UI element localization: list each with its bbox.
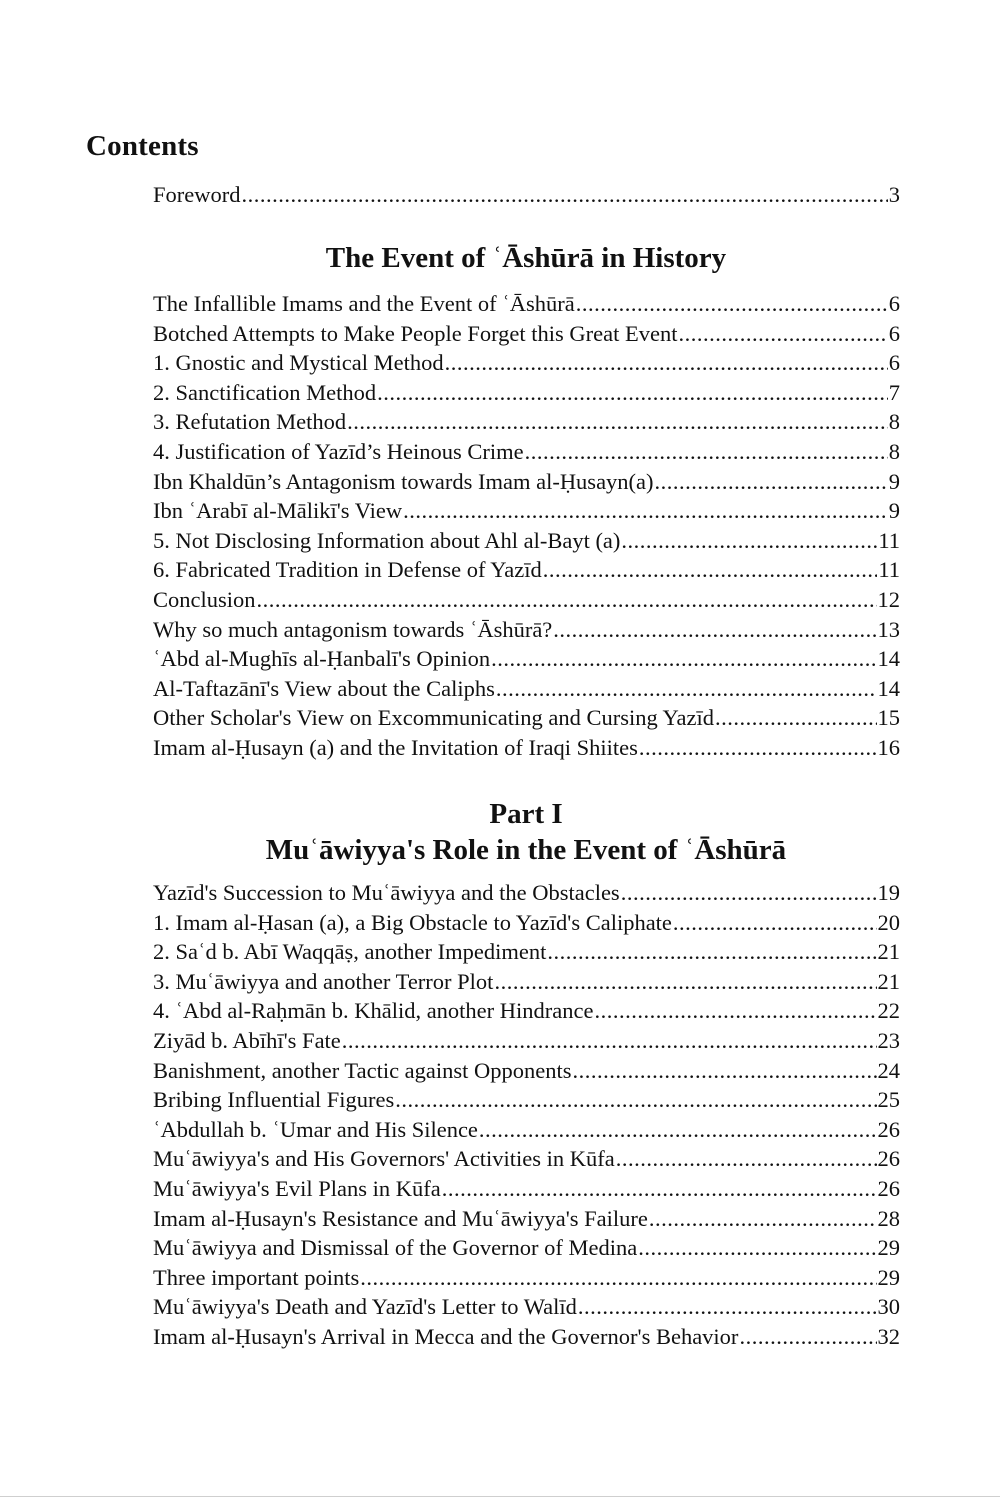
toc-entry[interactable] — [153, 1115, 900, 1145]
toc-entry[interactable] — [153, 615, 900, 645]
toc-entry-title: ʿAbd al-Mughīs al-Ḥanbalī's Opinion — [153, 646, 491, 672]
toc-entry[interactable] — [153, 1056, 900, 1086]
dot-leader — [479, 1115, 877, 1145]
toc-entry-page: 32 — [877, 1323, 900, 1349]
toc-entry-page: 21 — [877, 939, 900, 965]
toc-entry-title: Ziyād b. Abīhī's Fate — [153, 1027, 341, 1053]
dot-leader — [442, 1174, 877, 1204]
toc-entry-page: 6 — [888, 320, 900, 346]
dot-leader — [360, 1263, 876, 1293]
dot-leader — [638, 1233, 876, 1263]
toc-entry-page: 21 — [877, 968, 900, 994]
toc-entry[interactable] — [153, 1144, 900, 1174]
toc-entry-page: 11 — [878, 527, 900, 553]
toc-entry-page: 14 — [877, 675, 900, 701]
toc-entry-title: The Infallible Imams and the Event of ʿĀshūrā — [153, 291, 575, 316]
dot-leader — [395, 1085, 876, 1115]
dot-leader — [403, 496, 888, 526]
dot-leader — [342, 1026, 877, 1056]
dot-leader — [679, 319, 888, 349]
toc-entry[interactable] — [153, 1322, 900, 1352]
contents-title: Contents — [86, 130, 199, 162]
toc-entry[interactable] — [153, 407, 900, 437]
toc-entry-title: 5. Not Disclosing Information about Ahl al-Bayt (a) — [153, 527, 621, 553]
dot-leader — [649, 1204, 877, 1234]
toc-entry-page: 11 — [878, 557, 900, 583]
toc-entry-page: 3 — [888, 182, 900, 207]
toc-entry-title: Other Scholar's View on Excommunicating and Cursing Yazīd — [153, 705, 714, 731]
page-edge-line — [0, 1496, 1000, 1497]
toc-entry-title: Ibn Khaldūn’s Antagonism towards Imam al-Ḥusayn(a) — [153, 468, 654, 494]
toc-entry[interactable] — [153, 319, 900, 349]
toc-entry-title: Botched Attempts to Make People Forget this Great Event — [153, 320, 678, 346]
toc-entry-page: 6 — [888, 350, 900, 376]
toc-entry[interactable] — [153, 1174, 900, 1204]
toc-entry-page: 19 — [877, 880, 900, 905]
toc-entry-page: 15 — [877, 705, 900, 731]
toc-entry[interactable] — [153, 467, 900, 497]
toc-entry-page: 22 — [877, 998, 900, 1024]
toc-entry-page: 28 — [877, 1205, 900, 1231]
toc-entry-title: Why so much antagonism towards ʿĀshūrā? — [153, 616, 553, 642]
toc-entry-title: 1. Gnostic and Mystical Method — [153, 350, 444, 376]
toc-entry-title: Banishment, another Tactic against Opponents — [153, 1057, 572, 1083]
toc-entry[interactable] — [153, 289, 900, 319]
dot-leader — [257, 585, 877, 615]
dot-leader — [525, 437, 888, 467]
dot-leader — [494, 967, 876, 997]
toc-entry-title: 3. Muʿāwiyya and another Terror Plot — [153, 968, 494, 994]
toc-entry[interactable] — [153, 585, 900, 615]
toc-entry-title: 4. Justification of Yazīd’s Heinous Crime — [153, 438, 524, 464]
toc-entry[interactable] — [153, 674, 900, 704]
toc-entry-title: 1. Imam al-Ḥasan (a), a Big Obstacle to Yazīd's Caliphate — [153, 909, 672, 935]
toc-entry[interactable] — [153, 1026, 900, 1056]
toc-entry[interactable] — [153, 1292, 900, 1322]
toc-entry[interactable] — [153, 437, 900, 467]
toc-entry-title: Imam al-Ḥusayn's Arrival in Mecca and the Governor's Behavior — [153, 1323, 739, 1349]
toc-part-1 — [153, 878, 900, 1352]
toc-entry-page: 23 — [877, 1027, 900, 1053]
dot-leader — [673, 908, 877, 938]
dot-leader — [543, 555, 878, 585]
toc-entry-title: 4. ʿAbd al-Raḥmān b. Khālid, another Hindrance — [153, 998, 594, 1024]
dot-leader — [547, 937, 876, 967]
toc-entry-title: Three important points — [153, 1264, 360, 1290]
toc-entry-title: 3. Refutation Method — [153, 409, 347, 435]
toc-entry[interactable] — [153, 996, 900, 1026]
toc-foreword — [153, 180, 900, 210]
toc-entry-page: 8 — [888, 438, 900, 464]
toc-entry[interactable] — [153, 1085, 900, 1115]
toc-entry[interactable] — [153, 555, 900, 585]
toc-entry[interactable] — [153, 496, 900, 526]
toc-entry-page: 20 — [877, 909, 900, 935]
toc-entry-page: 16 — [877, 734, 900, 760]
toc-entry[interactable] — [153, 937, 900, 967]
dot-leader — [616, 1144, 877, 1174]
toc-entry-title: Ibn ʿArabī al-Mālikī's View — [153, 498, 403, 524]
toc-entry[interactable] — [153, 908, 900, 938]
toc-entry-title: 6. Fabricated Tradition in Defense of Yazīd — [153, 557, 542, 583]
toc-entry-page: 12 — [877, 586, 900, 612]
toc-entry-title: Muʿāwiyya's and His Governors' Activities in Kūfa — [153, 1146, 615, 1172]
toc-entry-page: 13 — [877, 616, 900, 642]
toc-entry-title: Bribing Influential Figures — [153, 1087, 395, 1113]
dot-leader — [639, 733, 877, 763]
dot-leader — [573, 1056, 877, 1086]
dot-leader — [491, 644, 876, 674]
toc-entry-title: Muʿāwiyya's Death and Yazīd's Letter to Walīd — [153, 1294, 577, 1320]
toc-entry-page: 8 — [888, 409, 900, 435]
toc-entry[interactable] — [153, 1204, 900, 1234]
toc-entry[interactable] — [153, 733, 900, 763]
toc-entry[interactable] — [153, 348, 900, 378]
part-label: Part I — [489, 798, 563, 830]
toc-entry-page: 25 — [877, 1087, 900, 1113]
dot-leader — [445, 348, 888, 378]
dot-leader — [553, 615, 876, 645]
toc-entry-title: 2. Sanctification Method — [153, 379, 377, 405]
toc-entry-title: Foreword — [153, 182, 241, 207]
toc-entry-title: Conclusion — [153, 586, 256, 612]
toc-entry-page: 14 — [877, 646, 900, 672]
toc-entry[interactable] — [153, 878, 900, 908]
toc-entry-page: 7 — [888, 379, 900, 405]
toc-entry-page: 9 — [888, 498, 900, 524]
toc-entry-page: 24 — [877, 1057, 900, 1083]
toc-entry-title: 2. Saʿd b. Abī Waqqāṣ, another Impediment — [153, 939, 547, 965]
toc-entry[interactable] — [153, 967, 900, 997]
dot-leader — [739, 1322, 876, 1352]
toc-entry-page: 29 — [877, 1235, 900, 1261]
section-heading: The Event of ʿĀshūrā in History — [325, 242, 727, 274]
toc-entry-title: Al-Taftazānī's View about the Caliphs — [153, 675, 495, 701]
toc-entry-page: 30 — [877, 1294, 900, 1320]
part-heading — [0, 796, 1000, 868]
toc-entry[interactable] — [153, 378, 900, 408]
toc-entry-title: Imam al-Ḥusayn (a) and the Invitation of Iraqi Shiites — [153, 734, 638, 760]
toc-entry[interactable] — [153, 180, 900, 210]
toc-entry-page: 29 — [877, 1264, 900, 1290]
toc-entry-title: Muʿāwiyya's Evil Plans in Kūfa — [153, 1175, 441, 1201]
dot-leader — [621, 878, 877, 908]
toc-entry[interactable] — [153, 1263, 900, 1293]
toc-entry[interactable] — [153, 644, 900, 674]
dot-leader — [655, 467, 888, 497]
toc-section-1 — [153, 289, 900, 763]
part-title: Muʿāwiyya's Role in the Event of ʿĀshūrā — [265, 834, 787, 866]
toc-entry-title: ʿAbdullah b. ʿUmar and His Silence — [153, 1116, 478, 1142]
dot-leader — [595, 996, 877, 1026]
dot-leader — [347, 407, 888, 437]
toc-entry-page: 9 — [888, 468, 900, 494]
dot-leader — [241, 180, 887, 210]
toc-entry-page: 6 — [888, 291, 900, 316]
dot-leader — [621, 526, 877, 556]
toc-entry[interactable] — [153, 526, 900, 556]
toc-entry[interactable] — [153, 1233, 900, 1263]
toc-entry-page: 26 — [877, 1116, 900, 1142]
dot-leader — [377, 378, 888, 408]
toc-entry-page: 26 — [877, 1146, 900, 1172]
toc-entry[interactable] — [153, 703, 900, 733]
dot-leader — [715, 703, 877, 733]
toc-entry-title: Imam al-Ḥusayn's Resistance and Muʿāwiyya's Failure — [153, 1205, 648, 1231]
toc-entry-page: 26 — [877, 1175, 900, 1201]
dot-leader — [578, 1292, 877, 1322]
dot-leader — [576, 289, 888, 319]
toc-entry-title: Muʿāwiyya and Dismissal of the Governor of Medina — [153, 1235, 638, 1261]
toc-entry-title: Yazīd's Succession to Muʿāwiyya and the Obstacles — [153, 880, 620, 905]
dot-leader — [496, 674, 877, 704]
